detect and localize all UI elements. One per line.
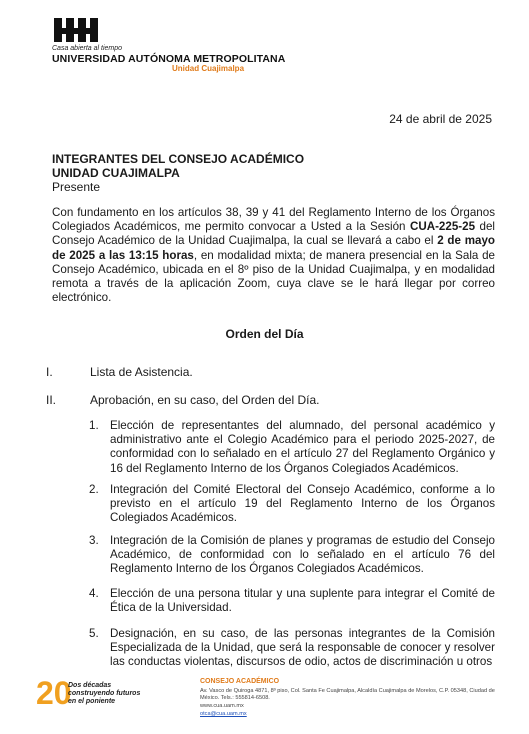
agenda-item-number: 1. — [89, 419, 99, 432]
agenda-item-text: Elección de representantes del alumnado, del personal académico y administrativo ante el Colegio Académico para el periodo 2025-2027, de conformidad con lo señalado en el artículo 27 del Reglamento Orgánico y 16 del Reglamento Interno de los Órganos Colegiados Académicos. — [110, 419, 495, 475]
session-id: CUA-225-25 — [409, 220, 476, 234]
document-date: 24 de abril de 2025 — [389, 112, 492, 126]
agenda-item-number: 5. — [89, 627, 99, 640]
footer-email-link[interactable]: otca@cua.uam.mx — [200, 711, 247, 717]
unit-name: Unidad Cuajimalpa — [172, 64, 245, 73]
agenda-item — [89, 627, 495, 670]
body-text-2: del Consejo Académico de la Unidad Cuajimalpa, la cual se llevará a cabo el — [52, 220, 495, 248]
logo-tagline: Casa abierta al tiempo — [52, 45, 123, 52]
agenda-item — [89, 587, 495, 615]
recipient-line-1: INTEGRANTES DEL CONSEJO ACADÉMICO — [52, 152, 305, 166]
agenda-roman-text: Lista de Asistencia. — [90, 365, 193, 379]
footer-website-link[interactable]: www.cua.uam.mx — [200, 703, 244, 709]
agenda-roman-num: II. — [46, 393, 57, 407]
agenda-roman-text: Aprobación, en su caso, del Orden del Día. — [90, 393, 320, 407]
agenda-roman-num: I. — [46, 365, 53, 379]
recipient-block — [52, 152, 304, 194]
uam-logo-icon — [52, 14, 108, 46]
agenda-item — [89, 419, 495, 476]
agenda-item-number: 4. — [89, 587, 99, 600]
institution-name: UNIVERSIDAD AUTÓNOMA METROPOLITANA — [52, 53, 286, 65]
agenda-title: Orden del Día — [225, 327, 304, 341]
agenda-item-number: 3. — [89, 534, 99, 547]
session-datetime: 2 de mayo de 2025 a las 13:15 horas — [52, 234, 495, 262]
body-text-1: Con fundamento en los artículos 38, 39 y 41 del Reglamento Interno de los Órganos Colegiados Académicos, me permito convocar a Usted a la Sesión — [52, 206, 495, 234]
footer-motto: Dos décadas construyendo futuros en el poniente — [68, 682, 141, 705]
agenda-item — [89, 534, 495, 577]
convocation-paragraph — [52, 206, 495, 305]
footer-address: Av. Vasco de Quiroga 4871, 8º piso, Col. Santa Fe Cuajimalpa, Alcaldía Cuajimalpa de Morelos, C.P. 05348, Ciudad de México. Tels.: 555814-6508. — [200, 688, 495, 701]
footer-office-name: CONSEJO ACADÉMICO — [200, 678, 280, 685]
agenda-item-text: Integración de la Comisión de planes y programas de estudio del Consejo Académico, de conformidad con lo señalado en el artículo 76 del Reglamento Interno de los Órganos Colegiados Académicos. — [110, 534, 495, 576]
recipient-line-2: UNIDAD CUAJIMALPA — [52, 166, 180, 180]
body-text-3: , en modalidad mixta; de manera presencial en la Sala de Consejo Académico, ubicada en el 8º piso de la Unidad Cuajimalpa, y en modalidad remota a través de la aplicación Zoom, cuya clave se le hará llegar por correo electrónico. — [52, 248, 495, 305]
agenda-item — [89, 483, 495, 526]
agenda-item-text: Integración del Comité Electoral del Consejo Académico, conforme a lo previsto en el artículo 19 del Reglamento Interno de los Órganos Colegiados Académicos. — [110, 483, 495, 525]
agenda-item-text: Elección de una persona titular y una suplente para integrar el Comité de Ética de la Universidad. — [110, 587, 495, 615]
agenda-item-text: Designación, en su caso, de las personas integrantes de la Comisión Especializada de la Unidad, que será la responsable de conocer y resolver las conductas violentas, discursos de odio, actos de discriminación u otros — [110, 627, 495, 669]
agenda-item-number: 2. — [89, 483, 99, 496]
recipient-line-3: Presente — [52, 180, 101, 194]
svg-text:20: 20 — [36, 676, 72, 708]
